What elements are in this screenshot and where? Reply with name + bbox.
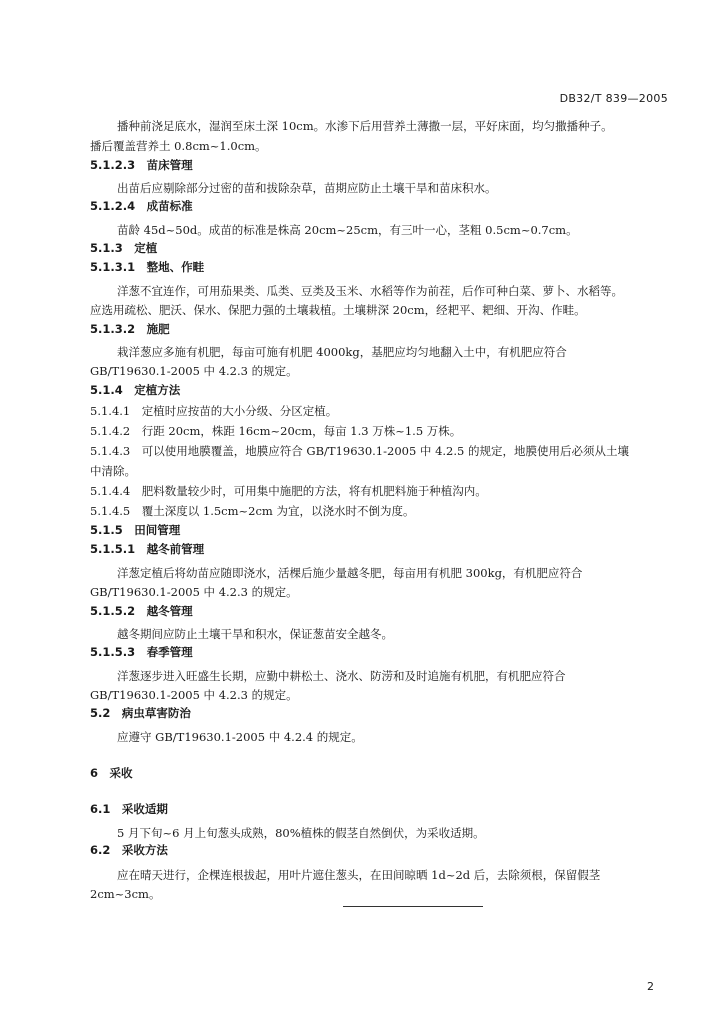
body-text-line: 播种前浇足底水，湿润至床土深 10cm。水渗下后用营养土薄撒一层，平好床面，均匀撒播种子。 bbox=[117, 119, 613, 133]
section-heading: 5.1.4 定植方法 bbox=[90, 383, 181, 397]
section-heading: 5.1.5 田间管理 bbox=[90, 523, 181, 537]
body-text-line: 栽洋葱应多施有机肥，每亩可施有机肥 4000kg，基肥应均匀地翻入土中，有机肥应符合 bbox=[117, 345, 567, 359]
numbered-clause: 5.1.4.2 行距 20cm，株距 16cm~20cm，每亩 1.3 万株~1.5 万株。 bbox=[90, 424, 462, 438]
body-text-line: 苗龄 45d~50d。成苗的标准是株高 20cm~25cm，有三叶一心，茎粗 0.5cm~0.7cm。 bbox=[117, 223, 578, 237]
numbered-clause: 5.1.4.5 覆土深度以 1.5cm~2cm 为宜，以浇水时不倒为度。 bbox=[90, 504, 415, 518]
body-text-line: 洋葱定植后将幼苗应随即浇水，活棵后施少量越冬肥，每亩用有机肥 300kg，有机肥应符合 bbox=[117, 566, 583, 580]
section-heading: 5.1.2.3 苗床管理 bbox=[90, 158, 193, 172]
section-heading: 5.1.2.4 成苗标准 bbox=[90, 199, 193, 213]
standard-code-header: DB32/T 839—2005 bbox=[559, 92, 668, 105]
numbered-clause: 5.1.4.3 可以使用地膜覆盖，地膜应符合 GB/T19630.1-2005 中 4.2.5 的规定，地膜使用后必须从土壤 bbox=[90, 444, 630, 458]
numbered-clause: 5.1.4.1 定植时应按苗的大小分级、分区定植。 bbox=[90, 404, 338, 418]
body-text-line: GB/T19630.1-2005 中 4.2.3 的规定。 bbox=[90, 585, 298, 599]
section-heading: 5.1.5.1 越冬前管理 bbox=[90, 542, 205, 556]
body-text-line: 出苗后应剔除部分过密的苗和拔除杂草，苗期应防止土壤干旱和苗床积水。 bbox=[117, 181, 497, 195]
body-text-line: 洋葱逐步进入旺盛生长期，应勤中耕松土、浇水、防涝和及时追施有机肥，有机肥应符合 bbox=[117, 669, 566, 683]
end-rule bbox=[343, 906, 483, 907]
page-number: 2 bbox=[647, 980, 654, 993]
section-heading: 5.1.3.1 整地、作畦 bbox=[90, 260, 205, 274]
body-text-line: 2cm~3cm。 bbox=[90, 887, 161, 901]
section-heading: 6.2 采收方法 bbox=[90, 843, 168, 857]
body-text-line: 播后覆盖营养土 0.8cm~1.0cm。 bbox=[90, 139, 267, 153]
body-text-line: GB/T19630.1-2005 中 4.2.3 的规定。 bbox=[90, 688, 298, 702]
body-text-line: 洋葱不宜连作，可用茄果类、瓜类、豆类及玉米、水稻等作为前茬，后作可种白菜、萝卜、水稻等。 bbox=[117, 284, 623, 298]
body-text-line: 5 月下旬~6 月上旬葱头成熟，80%植株的假茎自然倒伏，为采收适期。 bbox=[117, 826, 485, 840]
body-text-line: 应在晴天进行，企棵连根拔起，用叶片遮住葱头，在田间晾晒 1d~2d 后，去除须根，保留假茎 bbox=[117, 868, 601, 882]
chapter-heading: 6 采收 bbox=[90, 766, 133, 780]
body-text-line: 应遵守 GB/T19630.1-2005 中 4.2.4 的规定。 bbox=[117, 730, 363, 744]
section-heading: 5.1.3.2 施肥 bbox=[90, 322, 170, 336]
section-heading: 6.1 采收适期 bbox=[90, 802, 168, 816]
numbered-clause: 5.1.4.4 肥料数量较少时，可用集中施肥的方法，将有机肥料施于种植沟内。 bbox=[90, 484, 487, 498]
section-heading: 5.1.3 定植 bbox=[90, 241, 158, 255]
section-heading: 5.2 病虫草害防治 bbox=[90, 706, 191, 720]
section-heading: 5.1.5.2 越冬管理 bbox=[90, 604, 193, 618]
section-heading: 5.1.5.3 春季管理 bbox=[90, 645, 193, 659]
body-text-line: 中清除。 bbox=[90, 464, 136, 478]
body-text-line: 越冬期间应防止土壤干旱和积水，保证葱苗安全越冬。 bbox=[117, 627, 393, 641]
body-text-line: 应选用疏松、肥沃、保水、保肥力强的土壤栽植。土壤耕深 20cm，经耙平、耙细、开沟、作畦。 bbox=[90, 303, 586, 317]
body-text-line: GB/T19630.1-2005 中 4.2.3 的规定。 bbox=[90, 364, 298, 378]
